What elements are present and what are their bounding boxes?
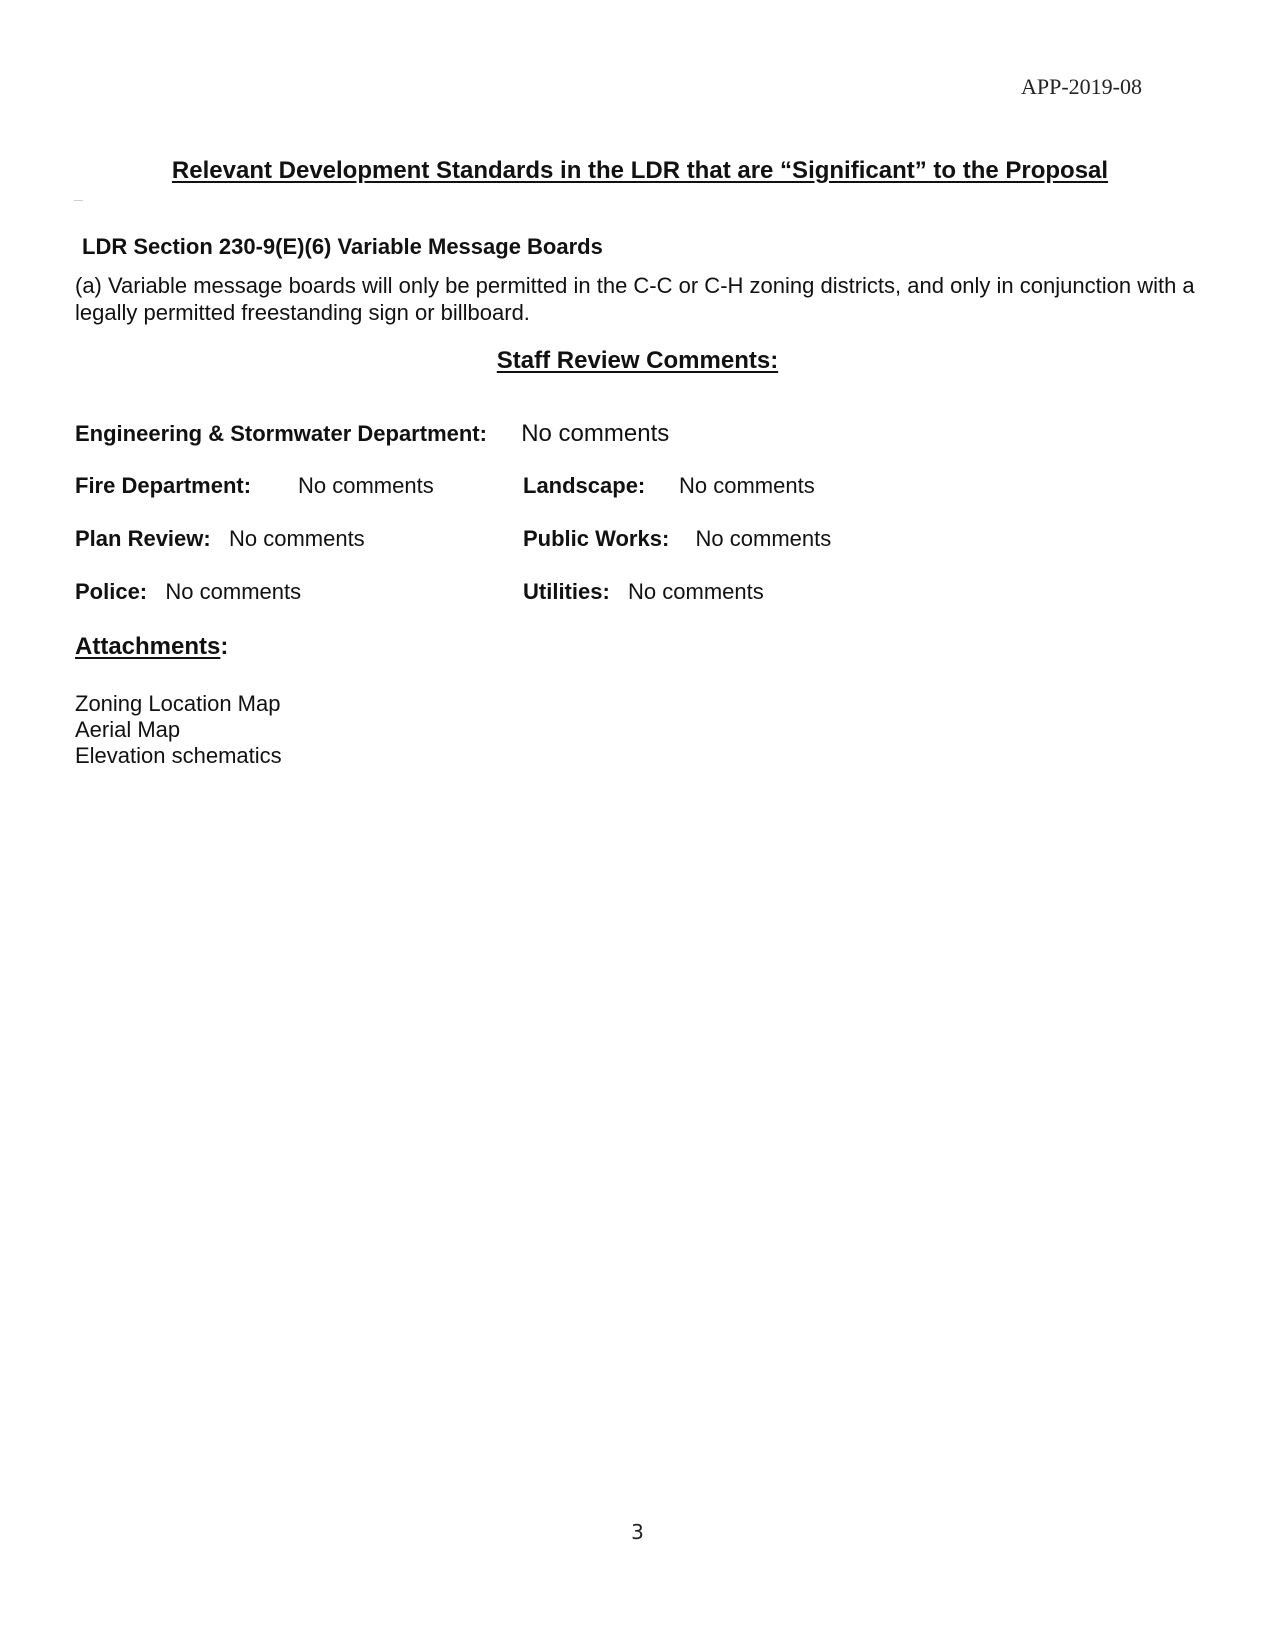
section-heading: LDR Section 230-9(E)(6) Variable Message Boards (82, 234, 603, 259)
review-label: Engineering & Stormwater Department: (75, 421, 487, 446)
attachments-heading (75, 633, 228, 661)
review-label: Plan Review: (75, 526, 211, 551)
review-item-plan-review (75, 526, 365, 552)
review-item-landscape (523, 473, 645, 499)
review-item-police (75, 579, 301, 605)
review-item-utilities (523, 579, 764, 605)
review-item-fire (75, 473, 251, 499)
attachments-heading-text: Attachments (75, 633, 221, 660)
review-label: Fire Department: (75, 473, 252, 498)
page-title: Relevant Development Standards in the LDR that are “Significant” to the Proposal (171, 157, 1109, 184)
review-item-public-works (523, 526, 831, 552)
page-number: 3 (631, 1520, 644, 1544)
attachments-list (75, 691, 282, 769)
review-value: No comments (228, 526, 365, 551)
review-value: No comments (165, 579, 302, 604)
attachment-item: Zoning Location Map (75, 691, 281, 716)
review-label: Police: (75, 579, 148, 604)
review-label: Landscape: (523, 473, 646, 498)
staff-review-heading: Staff Review Comments: (496, 347, 779, 374)
section-body-text: (a) Variable message boards will only be permitted in the C-C or C-H zoning districts, and only in conjunction with a legally permitted freestanding sign or billboard. (75, 273, 1195, 325)
attachment-item: Aerial Map (75, 717, 181, 742)
review-value-fire: No comments (298, 473, 434, 498)
review-value: No comments (628, 579, 764, 604)
attachment-item: Elevation schematics (75, 743, 282, 768)
review-value: No comments (695, 526, 832, 551)
review-value: No comments (521, 420, 670, 447)
scan-mark (74, 200, 83, 201)
document-id: APP-2019-08 (1020, 74, 1142, 99)
attachments-heading-colon: : (220, 633, 229, 660)
review-label: Public Works: (523, 526, 670, 551)
review-value-landscape: No comments (679, 473, 815, 498)
review-label: Utilities: (523, 579, 610, 604)
review-item-engineering (75, 420, 669, 448)
